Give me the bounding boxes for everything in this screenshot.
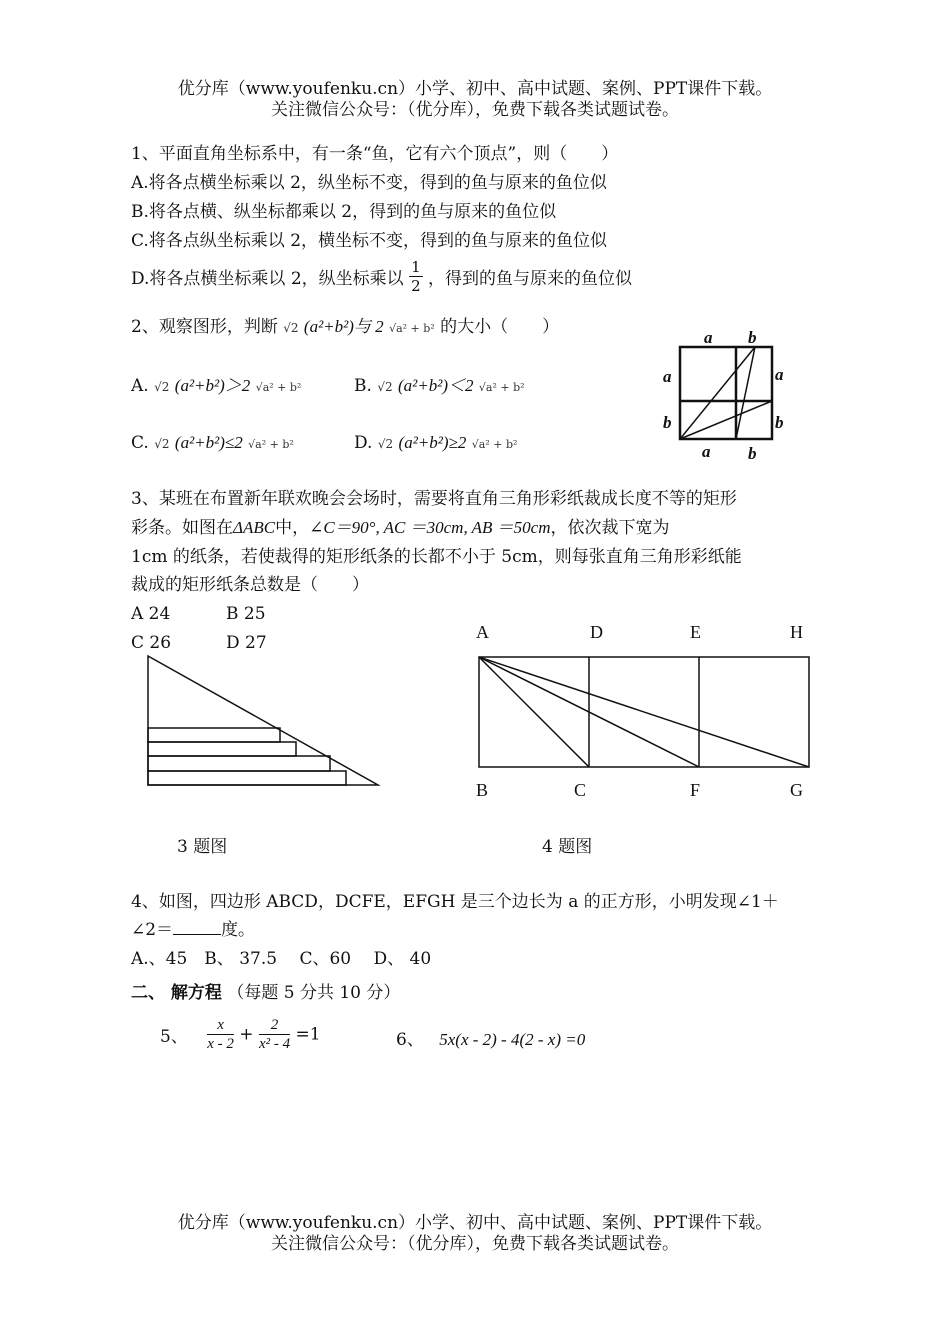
section-2-note: （每题 5 分共 10 分） [227,983,401,1003]
q2-d-sqrt-ab: √a² + b² [471,438,518,451]
q3-strip-4 [148,771,346,785]
q5-f1-den: x - 2 [207,1036,234,1052]
q4-l2a: ∠2＝ [131,920,174,940]
q2-label-left-b: b [663,413,672,432]
q6-equation [396,1029,585,1051]
q4-l2b: 度。 [221,920,256,940]
footer-line-2: 关注微信公众号：（优分库），免费下载各类试题试卷。 [271,1234,679,1254]
q1-d-num: 1 [411,258,421,276]
q2-b-sqrt2: √2 [377,380,393,394]
q5-fraction-2 [259,1016,290,1053]
q1-d-fraction [409,258,423,295]
q4-figure-caption: 4 题图 [542,837,593,857]
q4-line-1: 4、如图，四边形 ABCD，DCFE，EFGH 是三个边长为 a 的正方形，小明发现∠1＋ [131,892,779,912]
q2-d-sqrt2: √2 [377,437,394,451]
q2-diagonal-1 [680,347,755,439]
q2-c-sqrt2: √2 [154,437,170,451]
q3-figure-caption: 3 题图 [177,837,228,857]
q2-b-rel: (a²+b²)＜2 [398,376,474,395]
q3-l2d: ，依次裁下宽为 [550,518,670,538]
q2-option-d [354,432,517,456]
q3-triangle [148,656,378,785]
q3-l2a: 彩条。如图在 [131,518,233,538]
q2-c-rel: (a²+b²)≤2 [174,433,243,452]
q2-diagonal-2 [680,401,772,439]
q1-option-d [131,258,632,295]
q3-triangle-name: ΔABC [233,518,276,537]
q4-options: A.、45 B、 37.5 C、60 D、 40 [131,949,432,969]
q2-stem-post: 的大小（ ） [440,317,560,337]
section-2-heading [131,982,400,1004]
q1-option-a: A.将各点横坐标乘以 2，纵坐标不变，得到的鱼与原来的鱼位似 [131,173,607,193]
q3-triangle-figure [140,650,390,795]
q1-d-post: ，得到的鱼与原来的鱼位似 [428,269,633,289]
q2-label-left-a: a [663,367,672,386]
q3-option-a: A 24 [131,604,171,624]
q2-d-rel: (a²+b²)≥2 [398,433,467,452]
q4-label-G: G [790,780,803,800]
q2-b-label: B. [354,376,372,396]
q2-sqrt2: √2 [283,321,299,335]
q3-conditions: ∠C＝90°, AC ＝30cm, AB ＝50cm [309,518,551,537]
section-2-title: 二、 解方程 [131,983,222,1003]
header-line-2: 关注微信公众号：（优分库），免费下载各类试题试卷。 [271,100,679,120]
q2-a-sqrt-ab: √a² + b² [255,381,302,394]
q1-option-c: C.将各点纵坐标乘以 2，横坐标不变，得到的鱼与原来的鱼位似 [131,231,608,251]
q2-label-bottom-a: a [702,442,711,461]
q1-option-b: B.将各点横、纵坐标都乘以 2，得到的鱼与原来的鱼位似 [131,202,557,222]
q3-strip-3 [148,756,330,771]
q2-label-right-b: b [775,413,784,432]
q3-line-4: 裁成的矩形纸条总数是（ ） [131,575,369,595]
q4-line-2 [131,919,255,941]
q2-c-sqrt-ab: √a² + b² [248,438,294,451]
q2-diagonal-3 [736,347,755,439]
q1-d-pre: D.将各点横坐标乘以 2，纵坐标乘以 [131,269,404,289]
q5-equation [160,1016,321,1053]
q4-label-B: B [476,780,489,800]
q3-option-c: C 26 [131,633,172,653]
q5-label: 5、 [160,1027,188,1047]
q6-label: 6、 [396,1030,424,1050]
q2-outer-square [680,347,772,439]
q1-d-den: 2 [411,277,421,295]
q3-option-d: D 27 [226,633,267,653]
q4-line-AG [479,657,809,767]
q4-label-H: H [790,622,803,642]
q2-option-b [354,375,525,399]
header-line-1: 优分库（www.youfenku.cn）小学、初中、高中试题、案例、PPT课件下载。 [177,79,773,99]
q2-square-figure [660,325,790,465]
q5-rhs: =1 [295,1024,321,1045]
q2-b-sqrt-ab: √a² + b² [478,381,525,394]
q3-strip-1 [148,728,280,742]
q5-f2-den: x² - 4 [258,1036,291,1052]
q3-line-3: 1cm 的纸条，若使裁得的矩形纸条的长都不小于 5cm，则每张直角三角形彩纸能 [131,547,742,567]
q5-plus: + [239,1024,254,1045]
q2-a-label: A. [131,376,149,396]
q2-stem-pre: 2、观察图形，判断 [131,317,278,337]
q3-option-b: B 25 [226,604,266,624]
q5-fraction-1 [207,1016,234,1053]
q2-option-a [131,375,301,399]
q4-squares-figure [468,618,828,808]
q4-label-D: D [590,622,603,642]
q2-label-right-a: a [775,365,784,384]
q2-a-rel: (a²+b²)＞2 [174,376,251,395]
q3-line-1: 3、某班在布置新年联欢晚会会场时，需要将直角三角形彩纸裁成长度不等的矩形 [131,489,737,509]
q2-label-top-a: a [704,328,713,347]
q2-stem [131,316,559,340]
q4-line-AC [479,657,589,767]
q2-label-top-b: b [748,328,757,347]
q4-answer-blank[interactable] [173,920,221,935]
q3-l2b: 中， [275,518,310,538]
q2-label-bottom-b: b [748,444,757,463]
q4-label-A: A [476,622,489,642]
q2-a-sqrt2: √2 [154,380,170,394]
q2-d-label: D. [354,433,373,453]
q6-expression: 5x(x - 2) - 4(2 - x) =0 [439,1030,586,1049]
footer-line-1: 优分库（www.youfenku.cn）小学、初中、高中试题、案例、PPT课件下载。 [177,1213,773,1233]
q5-f1-num: x [207,1016,234,1035]
q3-line-2 [131,517,670,539]
q1-stem: 1、平面直角坐标系中，有一条“鱼，它有六个顶点”，则（ ） [131,144,619,164]
q2-option-c [131,432,294,456]
q2-c-label: C. [131,433,149,453]
q3-strip-2 [148,742,296,756]
q5-f2-num: 2 [259,1016,290,1035]
q2-sqrt-ab: √a² + b² [389,322,435,335]
q4-label-F: F [690,780,701,800]
q4-label-E: E [690,622,701,642]
q4-label-C: C [574,780,587,800]
q2-expr: (a²+b²)与 2 [303,317,384,336]
